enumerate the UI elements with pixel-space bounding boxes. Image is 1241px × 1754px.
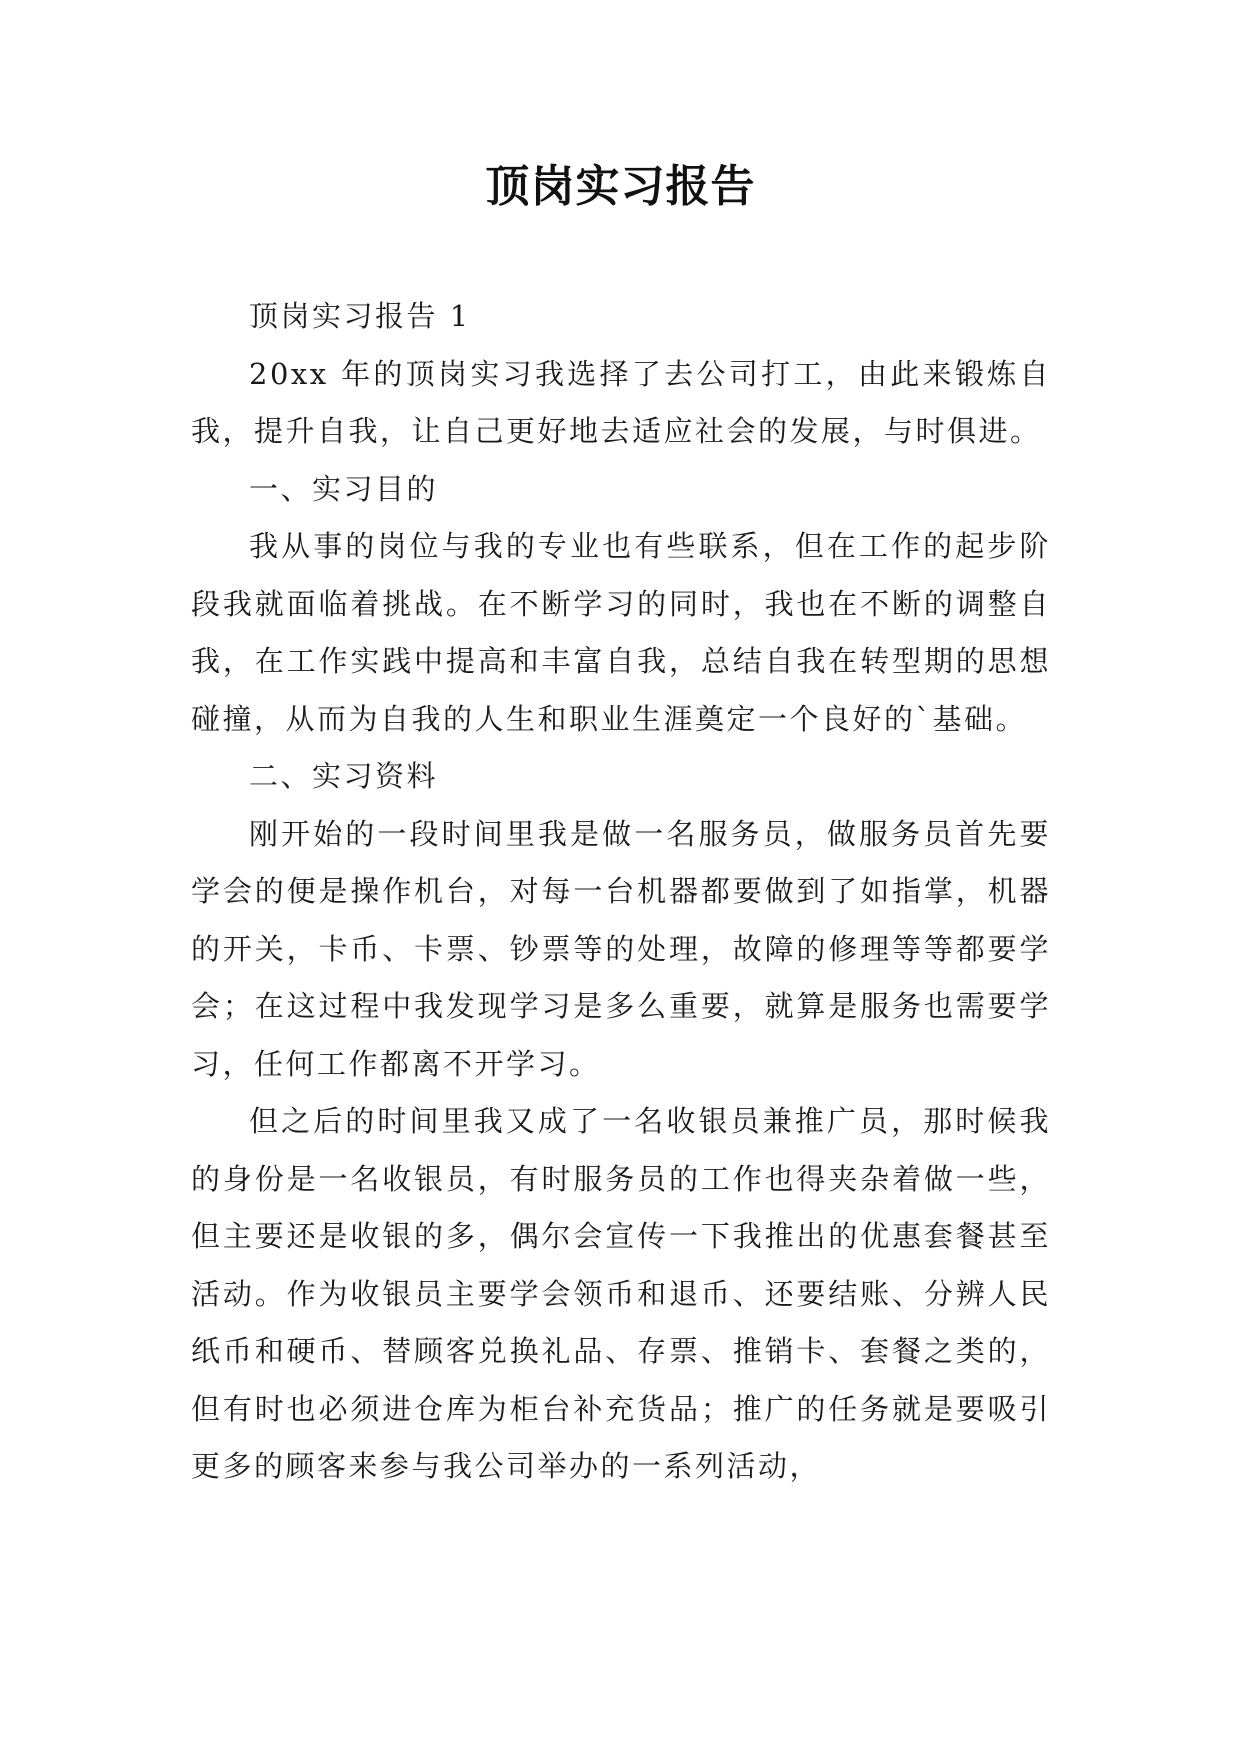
paragraph-cashier: 但之后的时间里我又成了一名收银员兼推广员，那时候我的身份是一名收银员，有时服务员的工作也得夹杂着做一些，但主要还是收银的多，偶尔会宣传一下我推出的优惠套餐甚至活动。作为收银员主要学会领币和退币、还要结账、分辨人民纸币和硬币、替顾客兑换礼品、存票、推销卡、套餐之类的，但有时也必须进仓库为柜台补充货品；推广的任务就是要吸引更多的顾客来参与我公司举办的一系列活动，	[191, 1104, 1051, 1483]
document-body	[191, 288, 1051, 1496]
document-title: 顶岗实习报告	[485, 161, 756, 212]
section-heading-purpose: 一、实习目的	[249, 471, 439, 506]
section-heading-content: 二、实习资料	[249, 759, 439, 793]
paragraph-heading-1: 顶岗实习报告 1	[249, 299, 471, 333]
paragraph-purpose: 我从事的岗位与我的专业也有些联系，但在工作的起步阶段我就面临着挑战。在不断学习的同时，我也在不断的调整自我，在工作实践中提高和丰富自我，总结自我在转型期的思想碰撞，从而为自我的人生和职业生涯奠定一个良好的`基础。	[191, 529, 1051, 736]
paragraph-waiter: 刚开始的一段时间里我是做一名服务员，做服务员首先要学会的便是操作机台，对每一台机器都要做到了如指掌，机器的开关，卡币、卡票、钞票等的处理，故障的修理等等都要学会；在这过程中我发现学习是多么重要，就算是服务也需要学习，任何工作都离不开学习。	[191, 816, 1051, 1081]
paragraph-intro: 20xx 年的顶岗实习我选择了去公司打工，由此来锻炼自我，提升自我，让自己更好地去适应社会的发展，与时俱进。	[191, 356, 1051, 448]
